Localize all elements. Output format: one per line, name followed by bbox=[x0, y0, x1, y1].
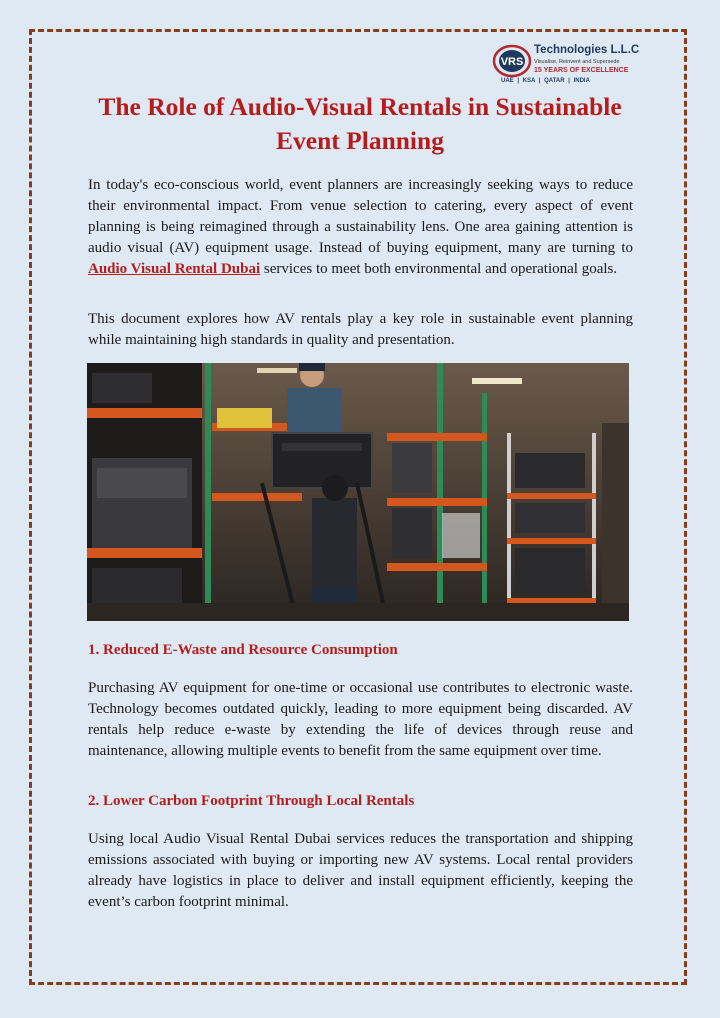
page-title: The Role of Audio-Visual Rentals in Sustainable Event Planning bbox=[98, 92, 622, 155]
vrs-logo-mark-icon bbox=[492, 44, 532, 78]
intro-paragraph bbox=[88, 175, 633, 280]
av-warehouse-photo bbox=[87, 363, 629, 621]
logo-mark-text: VRS bbox=[500, 56, 524, 68]
audio-visual-rental-dubai-link[interactable]: Audio Visual Rental Dubai bbox=[88, 261, 261, 277]
logo-years: 15 YEARS OF EXCELLENCE bbox=[534, 67, 629, 74]
warehouse-illustration bbox=[87, 363, 629, 621]
intro-text-after: services to meet both environmental and operational goals. bbox=[260, 261, 618, 277]
logo-company-name: Technologies L.L.C bbox=[534, 44, 640, 56]
section-1-heading: 1. Reduced E-Waste and Resource Consumption bbox=[88, 642, 398, 658]
intro-text-before: In today's eco-conscious world, event planners are increasingly seeking ways to reduce their environmental impact. From venue selection to catering, every aspect of event planning is being reimagined through a sustainability lens. One area gaining attention is audio visual (AV) equipment usage. Instead of buying equipment, many are turning to bbox=[88, 177, 633, 256]
logo-regions: UAE | KSA | QATAR | INDIA bbox=[501, 78, 590, 84]
section-1-body: Purchasing AV equipment for one-time or occasional use contributes to electronic waste. Technology becomes outdated quickly, leading to more equipment being discarded. AV rentals help reduce e-waste by extending the life of devices through reuse and maintenance, allowing multiple events to benefit from the same equipment over time. bbox=[88, 680, 633, 759]
logo-tagline: Visualise, Reinvent and Supersede bbox=[534, 59, 620, 65]
section-2-body: Using local Audio Visual Rental Dubai services reduces the transportation and shipping emissions associated with buying or importing new AV systems. Local rental providers already have logistics in place to deliver and install equipment efficiently, keeping the event’s carbon footprint minimal. bbox=[88, 831, 633, 910]
company-logo bbox=[492, 42, 640, 88]
overview-paragraph: This document explores how AV rentals play a key role in sustainable event planning while maintaining high standards in quality and presentation. bbox=[88, 311, 633, 348]
section-2-heading: 2. Lower Carbon Footprint Through Local Rentals bbox=[88, 793, 415, 809]
